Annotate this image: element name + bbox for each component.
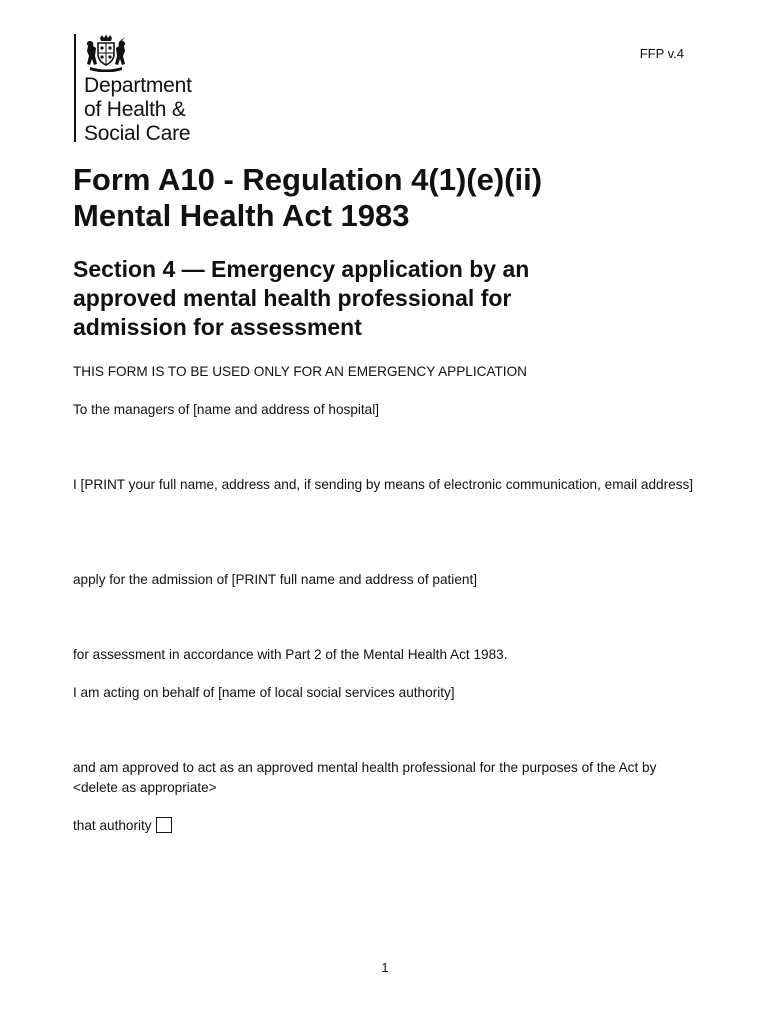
- section-heading-line-1: Section 4 — Emergency application by an: [73, 256, 530, 282]
- logo-divider: [74, 34, 76, 142]
- form-title-line-1: Form A10 - Regulation 4(1)(e)(ii): [73, 162, 543, 197]
- authority-instruction: I am acting on behalf of [name of local social services authority]: [73, 685, 455, 700]
- form-title: [73, 162, 713, 234]
- department-name-line-2: of Health &: [84, 98, 186, 121]
- assessment-statement: for assessment in accordance with Part 2 of the Mental Health Act 1983.: [73, 647, 508, 662]
- department-name-line-1: Department: [84, 74, 192, 97]
- form-version: FFP v.4: [639, 46, 684, 61]
- that-authority-checkbox[interactable]: [156, 817, 172, 833]
- department-name: [84, 74, 192, 146]
- department-logo: [74, 34, 234, 144]
- admission-instruction: apply for the admission of [PRINT full name and address of patient]: [73, 572, 478, 587]
- managers-instruction: To the managers of [name and address of hospital]: [73, 402, 380, 417]
- applicant-instruction: I [PRINT your full name, address and, if sending by means of electronic communication, email address]: [73, 477, 694, 492]
- emergency-notice: THIS FORM IS TO BE USED ONLY FOR AN EMERGENCY APPLICATION: [73, 364, 527, 379]
- that-authority-option: [73, 816, 703, 836]
- section-heading: [73, 255, 693, 342]
- that-authority-label: that authority: [73, 818, 152, 833]
- page-number: 1: [381, 960, 389, 975]
- section-heading-line-3: admission for assessment: [73, 314, 362, 340]
- royal-coat-of-arms-icon: [84, 34, 128, 72]
- department-name-line-3: Social Care: [84, 122, 191, 145]
- section-heading-line-2: approved mental health professional for: [73, 285, 512, 311]
- approval-statement: and am approved to act as an approved mental health professional for the purposes of the Act by <delete as appropriate>: [73, 760, 657, 795]
- form-title-line-2: Mental Health Act 1983: [73, 198, 410, 233]
